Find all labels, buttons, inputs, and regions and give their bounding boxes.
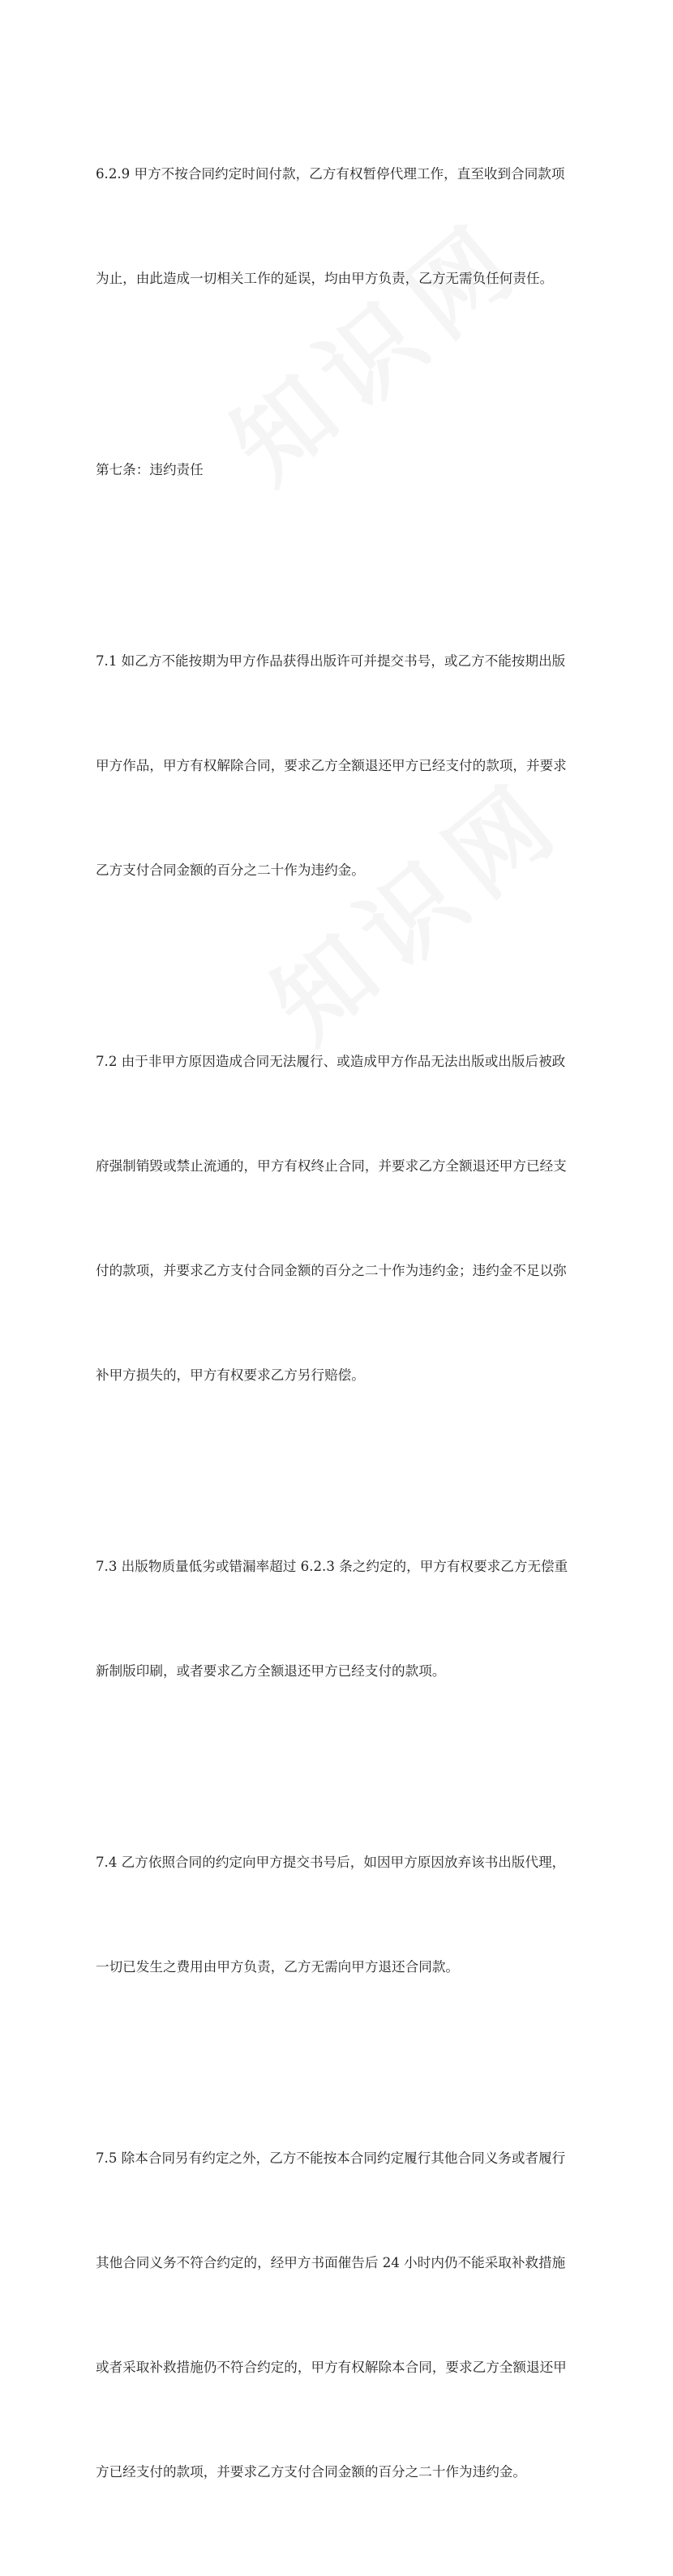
- text-line: 6.2.9 甲方不按合同约定时间付款，乙方有权暂停代理工作，直至收到合同款项: [96, 166, 565, 182]
- clause-7-2: [96, 974, 582, 1462]
- text-line: 一切已发生之费用由甲方负责，乙方无需向甲方退还合同款。: [96, 1959, 460, 1975]
- text-line: 7.3 出版物质量低劣或错漏率超过 6.2.3 条之约定的，甲方有权要求乙方无偿重: [96, 1559, 568, 1574]
- clause-7-4: [96, 1775, 582, 2054]
- text-line: 其他合同义务不符合约定的，经甲方书面催告后 24 小时内仍不能采取补救措施: [96, 2255, 566, 2270]
- text-line: 或者采取补救措施仍不符合约定的，甲方有权解除本合同，要求乙方全额退还甲: [96, 2360, 567, 2375]
- text-line: 为止，由此造成一切相关工作的延误，均由甲方负责，乙方无需负任何责任。: [96, 271, 554, 286]
- text-line: 7.4 乙方依照合同的约定向甲方提交书号后，如因甲方原因放弃该书出版代理，: [96, 1855, 566, 1870]
- text-line: 付的款项，并要求乙方支付合同金额的百分之二十作为违约金；违约金不足以弥: [96, 1263, 567, 1278]
- clause-7-5: [96, 2071, 582, 2559]
- text-line: 7.2 由于非甲方原因造成合同无法履行、或造成甲方作品无法出版或出版后被政: [96, 1054, 566, 1069]
- text-line: 7.1 如乙方不能按期为甲方作品获得出版许可并提交书号，或乙方不能按期出版: [96, 653, 566, 669]
- section-heading-text: 第七条：违约责任: [96, 462, 204, 477]
- document-body: [96, 87, 582, 2576]
- text-line: 甲方作品，甲方有权解除合同，要求乙方全额退还甲方已经支付的款项，并要求: [96, 758, 567, 773]
- clause-7-3: [96, 1479, 582, 1758]
- text-line: 7.5 除本合同另有约定之外，乙方不能按本合同约定履行其他合同义务或者履行: [96, 2150, 566, 2166]
- text-line: 府强制销毁或禁止流通的，甲方有权终止合同，并要求乙方全额退还甲方已经支: [96, 1158, 567, 1174]
- clause-6-2-9: [96, 87, 582, 366]
- text-line: 补甲方损失的，甲方有权要求乙方另行赔偿。: [96, 1367, 365, 1383]
- clause-7-1: [96, 574, 582, 957]
- section-heading-article-7: [96, 383, 582, 557]
- text-line: 乙方支付合同金额的百分之二十作为违约金。: [96, 862, 365, 878]
- text-line: 方已经支付的款项，并要求乙方支付合同金额的百分之二十作为违约金。: [96, 2464, 526, 2480]
- text-line: 新制版印刷，或者要求乙方全额退还甲方已经支付的款项。: [96, 1663, 446, 1679]
